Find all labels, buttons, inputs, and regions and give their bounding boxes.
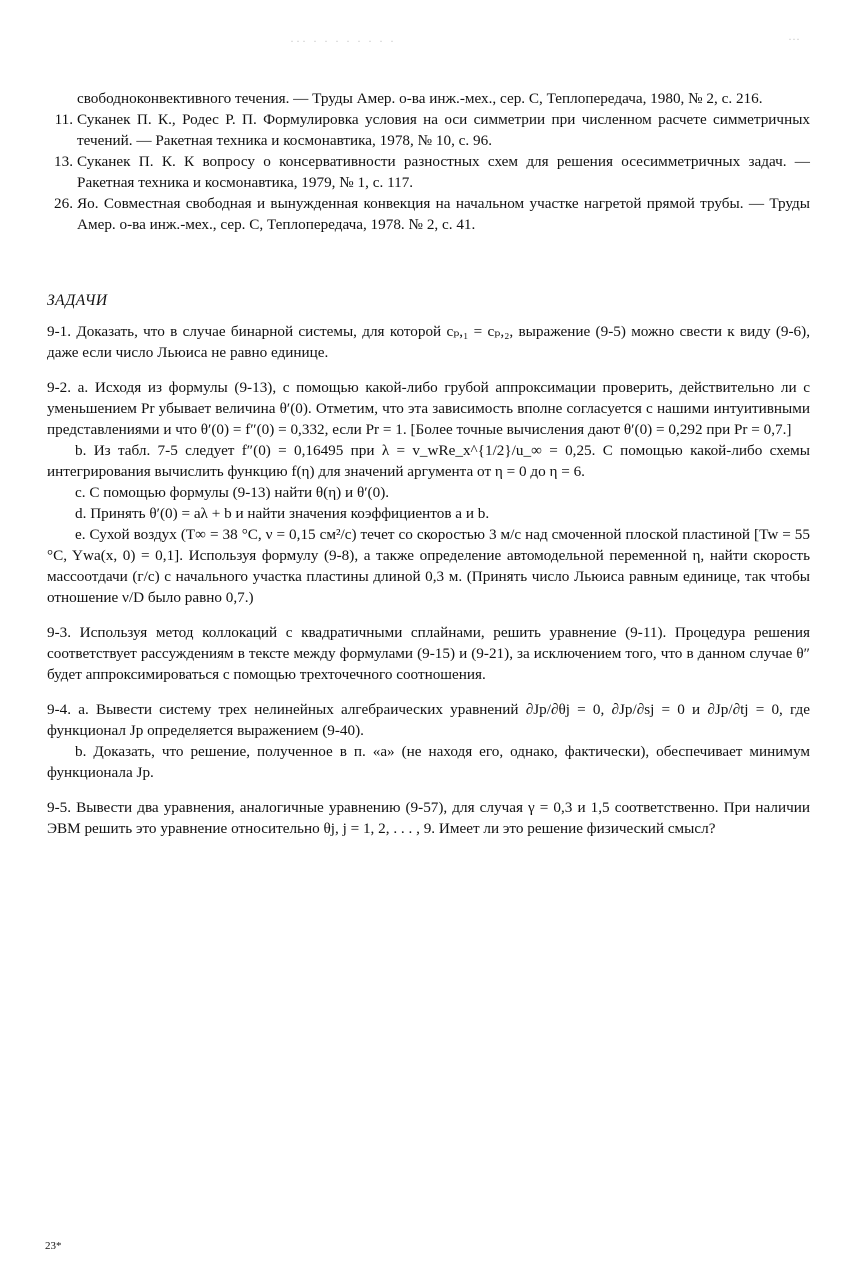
section-title: ЗАДАЧИ [47, 292, 108, 309]
running-header-faint: ··· · · · · · · · · [290, 34, 396, 48]
problem-part-a: 9-2. a. Исходя из формулы (9-13), с помощью какой-либо грубой аппроксимации проверить, действительно ли с уменьшением Pr убывает величина θ′(0). Отметим, что эта зависимость вполне согласуется с нашими интуитивными представлениями и что θ′(0) = f″(0) = 0,332, если Pr = 1. [Более точные вычисления дают θ′(0) = 0,292 при Pr = 0,7.] [47, 379, 810, 438]
reference-text: Яо. Совместная свободная и вынужденная конвекция на начальном участке нагретой прямой трубы. — Труды Амер. о-ва инж.-мех., сер. С, Теплопередача, 1978. № 2, с. 41. [77, 195, 810, 233]
problem-part-b: b. Доказать, что решение, полученное в п. «a» (не находя его, однако, фактически), обеспечивает минимум функционала Jp. [47, 743, 810, 781]
page-number-faint: ··· [788, 32, 800, 46]
problem-9-4 [47, 699, 810, 783]
problem-part-e: e. Сухой воздух (T∞ = 38 °C, ν = 0,15 см²/с) течет со скоростью 3 м/с над смоченной плоской пластиной [Tw = 55 °C, Ywa(x, 0) = 0,1]. Используя формулу (9-8), а также определение автомодельной переменной η, найти скорость массоотдачи (г/с) с начального участка пластины длиной 0,3 м. (Принять число Льюиса равным единице, так чтобы отношение ν/D было равно 0,7.) [47, 526, 810, 606]
problem-9-1 [47, 321, 810, 363]
problem-9-5 [47, 797, 810, 839]
problem-part-d: d. Принять θ′(0) = aλ + b и найти значения коэффициентов a и b. [75, 505, 490, 522]
problem-text: 9-1. Доказать, что в случае бинарной системы, для которой cₚ,₁ = cₚ,₂, выражение (9-5) можно свести к виду (9-6), даже если число Льюиса не равно единице. [47, 323, 810, 361]
reference-text: свободноконвективного течения. — Труды Амер. о-ва инж.-мех., сер. С, Теплопередача, 1980, № 2, с. 216. [77, 90, 763, 107]
problem-9-3 [47, 622, 810, 685]
problems-list [47, 321, 810, 853]
reference-item [45, 151, 810, 193]
problem-9-2 [47, 377, 810, 608]
reference-item [45, 193, 810, 235]
reference-text: Суканек П. К., Родес Р. П. Формулировка условия на оси симметрии при численном расчете симметричных течений. — Ракетная техника и космонавтика, 1978, № 10, с. 96. [77, 111, 810, 149]
reference-item [45, 88, 810, 109]
reference-item [45, 109, 810, 151]
reference-text: Суканек П. К. К вопросу о консервативности разностных схем для решения осесимметричных задач. — Ракетная техника и космонавтика, 1979, № 1, с. 117. [77, 153, 810, 191]
problem-text: 9-3. Используя метод коллокаций с квадратичными сплайнами, решить уравнение (9-11). Процедура решения соответствует рассуждениям в тексте между формулами (9-15) и (9-21), за исключением того, что в данном случае θ″ будет аппроксимироваться с помощью трехточечного соотношения. [47, 624, 810, 683]
reference-number: 11. [54, 111, 73, 128]
problem-part-a: 9-4. a. Вывести систему трех нелинейных алгебраических уравнений ∂Jp/∂θj = 0, ∂Jp/∂sj = 0 и ∂Jp/∂tj = 0, где функционал Jp определяется выражением (9-40). [47, 701, 810, 739]
references-list [45, 88, 810, 235]
reference-number: 26. [54, 195, 73, 212]
signature-mark: 23* [45, 1240, 62, 1252]
problem-part-c: c. С помощью формулы (9-13) найти θ(η) и θ′(0). [75, 484, 390, 501]
reference-number: 13. [54, 153, 73, 170]
problem-part-b: b. Из табл. 7-5 следует f″(0) = 0,16495 при λ = v_wRe_x^{1/2}/u_∞ = 0,25. С помощью какой-либо схемы интегрирования вычислить функцию f(η) для значений аргумента от η = 0 до η = 6. [47, 442, 810, 480]
problem-text: 9-5. Вывести два уравнения, аналогичные уравнению (9-57), для случая γ = 0,3 и 1,5 соответственно. При наличии ЭВМ решить это уравнение относительно θj, j = 1, 2, . . . , 9. Имеет ли это решение физический смысл? [47, 799, 810, 837]
